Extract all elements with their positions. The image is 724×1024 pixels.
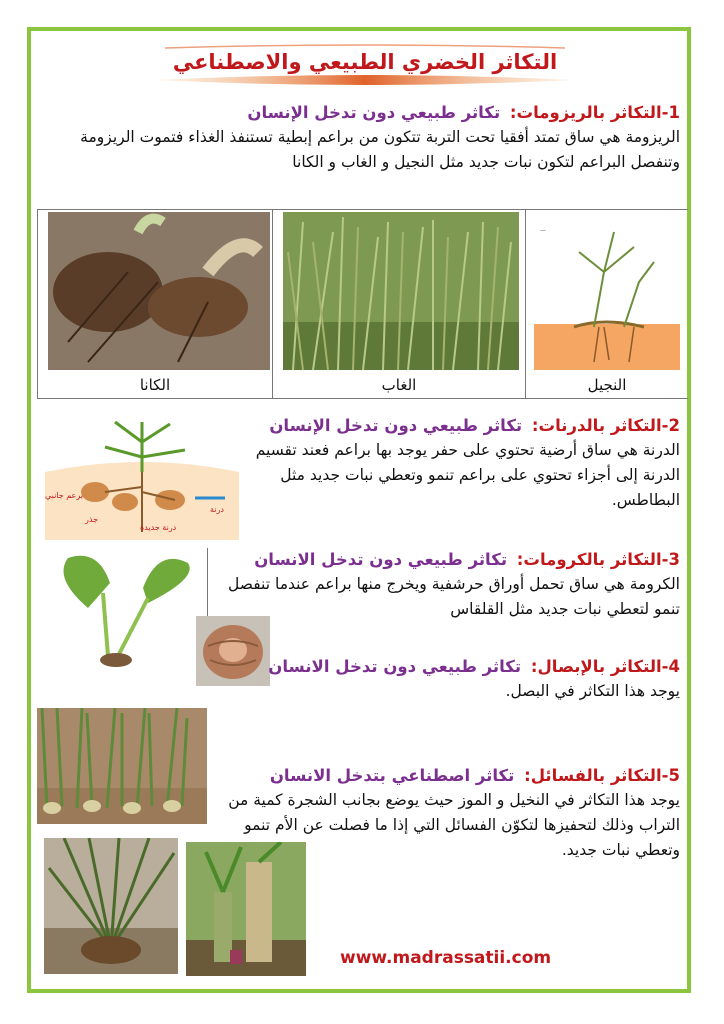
- potato-tuber-diagram: [45, 412, 239, 540]
- section-heading: [212, 548, 680, 572]
- page-title: التكاثر الخضري الطبيعي والاصطناعي: [172, 50, 558, 74]
- diagram-label-bud: برعم جانبي: [45, 491, 83, 500]
- canna-rhizome-photo: [48, 212, 270, 370]
- photo-caption: الكانا: [139, 376, 171, 394]
- photo-caption: النجيل: [587, 376, 627, 394]
- photo-cell-canna: [37, 210, 272, 398]
- taro-plant-photo: [48, 548, 200, 672]
- section-body: يوجد هذا التكاثر في البصل.: [505, 682, 680, 700]
- diagram-label-new-tuber: درنة جديدة: [140, 523, 177, 532]
- onion-field-photo: [37, 708, 207, 824]
- section-body: الدرنة هي ساق أرضية تحتوي على حفر يوجد بها براعم فعند تقسيم الدرنة إلى أجزاء تحتوي على براعم تنمو وتعطي نبات جديد مثل البطاطس.: [255, 441, 680, 509]
- photo-cell-reed: [272, 210, 525, 398]
- section-corms: [212, 548, 680, 622]
- taro-corm-photo: [196, 616, 270, 686]
- section-heading: [60, 101, 680, 125]
- section-type: تكاثر طبيعي دون تدخل الإنسان: [247, 103, 501, 122]
- diagram-label-tuber: درنة: [210, 505, 224, 514]
- couch-grass-diagram: [534, 212, 680, 370]
- section-body: الريزومة هي ساق تمتد أفقيا تحت التربة تتكون من براعم إبطية تستنفذ الغذاء فتموت الريزومة وتنفصل البراعم لتكون نبات جديد مثل النجيل و الغاب و الكانا: [80, 128, 680, 171]
- banana-offshoot-photo: [186, 842, 306, 976]
- palm-offshoot-photo: [44, 838, 178, 974]
- section-number-title: 3-التكاثر بالكرومات:: [516, 550, 680, 569]
- section-bulbs: [268, 655, 680, 704]
- section-type: تكاثر طبيعي دون تدخل الإنسان: [269, 416, 523, 435]
- section-heading: [268, 655, 680, 679]
- rhizome-photos: [37, 209, 688, 399]
- section-tubers: [250, 414, 680, 513]
- section-number-title: 5-التكاثر بالفسائل:: [524, 766, 680, 785]
- website-url: www.madrassatii.com: [340, 948, 552, 968]
- photo-caption: الغاب: [381, 376, 417, 394]
- section-number-title: 1-التكاثر بالريزومات:: [509, 103, 680, 122]
- section-body: يوجد هذا التكاثر في النخيل و الموز حيث يوضع بجانب الشجرة كمية من التراب وذلك لتحفيزها لتكوّن الفسائل التي إذا ما فصلت عن الأم تنمو وتعطي نبات جديد.: [228, 791, 680, 859]
- svg-text:—: —: [540, 227, 546, 234]
- section-body: الكرومة هي ساق تحمل أوراق حرشفية ويخرج منها براعم عندما تنفصل تنمو لتعطي نبات جديد مثل القلقاس: [228, 575, 680, 618]
- reed-grass-photo: [283, 212, 519, 370]
- section-type: تكاثر اصطناعي بتدخل الانسان: [269, 766, 515, 785]
- section-type: تكاثر طبيعي دون تدخل الانسان: [268, 657, 522, 676]
- section-number-title: 4-التكاثر بالإبصال:: [530, 657, 680, 676]
- section-type: تكاثر طبيعي دون تدخل الانسان: [254, 550, 508, 569]
- section-number-title: 2-التكاثر بالدرنات:: [531, 416, 680, 435]
- photo-cell-couch-grass: [525, 210, 688, 398]
- section-heading: [250, 414, 680, 438]
- section-heading: [210, 764, 680, 788]
- diagram-label-root: جذر: [85, 515, 99, 524]
- section-rhizomes: [60, 101, 680, 175]
- title-banner: [155, 38, 575, 92]
